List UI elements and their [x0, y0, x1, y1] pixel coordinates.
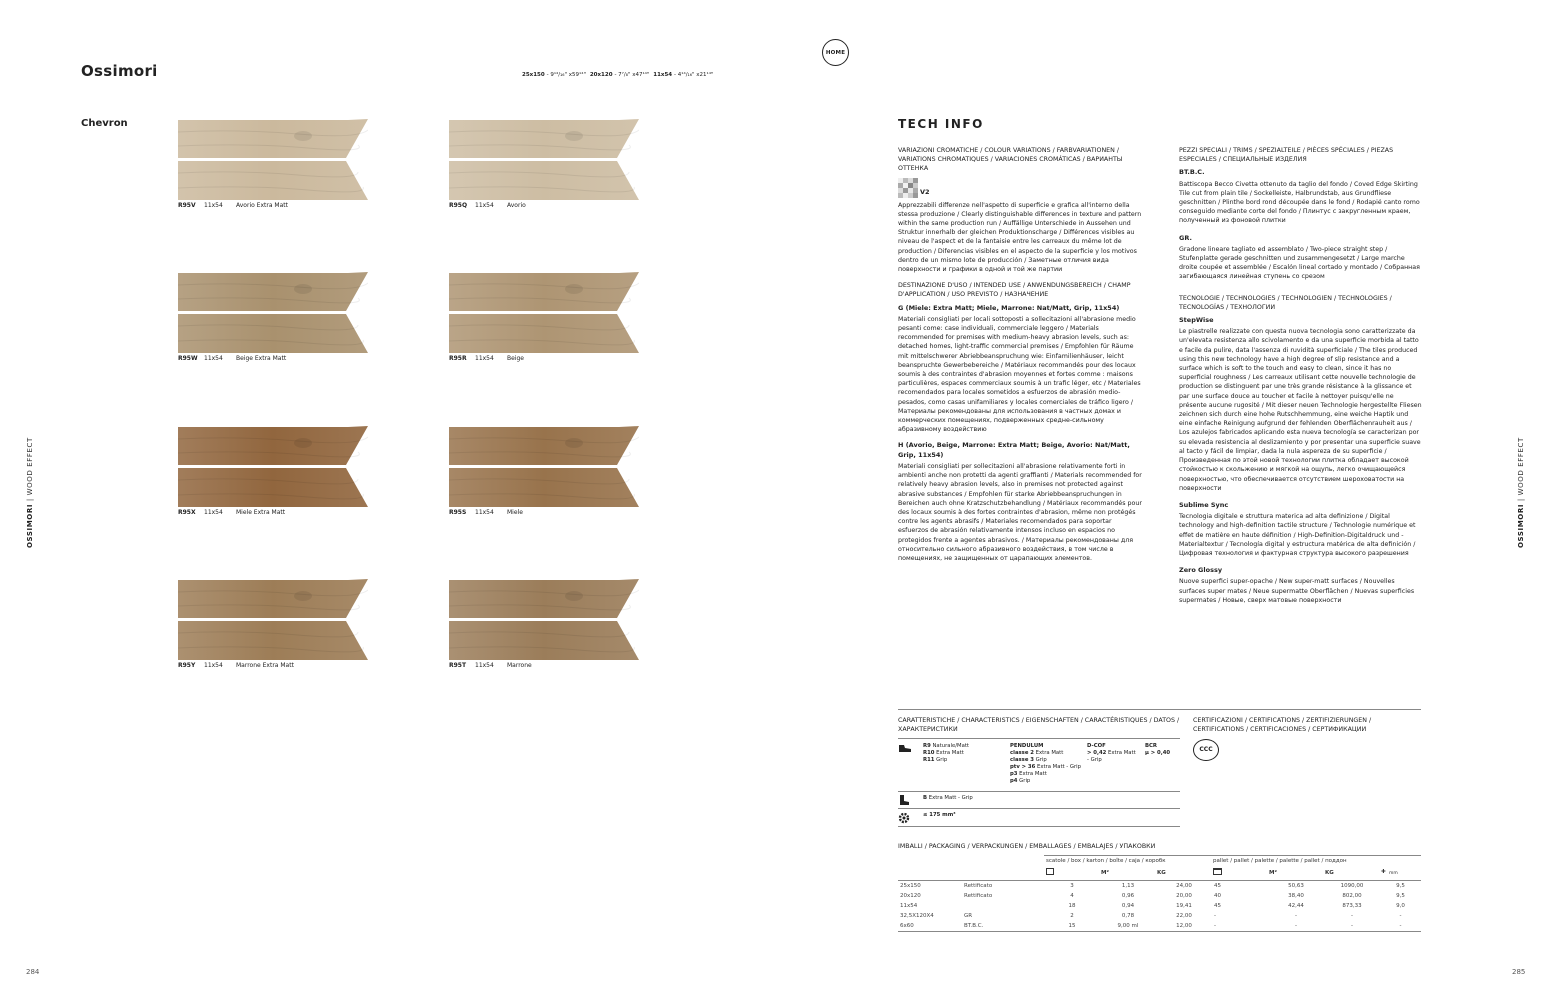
side-label-right: [1517, 437, 1525, 548]
stepwise-heading: StepWise: [1179, 316, 1214, 325]
table-cell: 20,00: [1176, 893, 1192, 899]
table-cell: 2: [1070, 913, 1074, 919]
table-cell: 32,5X120X4: [900, 913, 934, 919]
zero-glossy-heading: Zero Glossy: [1179, 566, 1223, 575]
table-cell: 1,13: [1121, 883, 1135, 889]
r10-text: Extra Matt: [936, 750, 964, 757]
dcof-text: Extra Matt: [1108, 750, 1136, 757]
table-cell: BT.B.C.: [964, 923, 984, 929]
size-2-inch: - 7⁷/₈" x47¹⁴": [614, 72, 650, 78]
table-row: [898, 881, 1421, 891]
use-h-heading: H (Avorio, Beige, Marrone: Extra Matt; Beige, Avorio: Nat/Matt, Grip, 11x54): [898, 441, 1130, 459]
table-cell: [962, 901, 1044, 911]
tile-size: 11x54: [204, 662, 223, 669]
table-cell: -: [1295, 923, 1297, 929]
tile-code: R95Y: [178, 662, 196, 669]
divider: [898, 931, 1421, 932]
size-1-inch: - 9¹⁴/₁₆" x59¹⁴": [546, 72, 586, 78]
side-label-left: [26, 437, 34, 548]
table-cell: 20x120: [900, 893, 921, 899]
box-kg-label: KG: [1157, 870, 1166, 876]
swatch-cell: [913, 193, 918, 198]
table-cell: 9,00 ml: [1117, 923, 1139, 929]
b-row: [898, 792, 1180, 808]
variations-heading: VARIAZIONI CROMATICHE / COLOUR VARIATIONS / FARBVARIATIONEN / VARIATIONS CHROMATIQUES / VARIACIONES CROMÁTICAS / ВАРИАНТЫ ОТТЕНКА: [898, 147, 1123, 173]
box-heading: scatole / box / karton / boîte / caja / коробк: [1046, 858, 1166, 864]
tile-code: R95S: [449, 509, 467, 516]
side-label-rest: | WOOD EFFECT: [26, 437, 34, 504]
tile-caption: [449, 355, 639, 362]
sublime-text: Tecnologia digitale e struttura materica ad alta definizione / Digital technology and high-definition tactile structure / Technologie numérique et effet de matière en haute définition / High-Definition-Digitaldruck und -Materialtextur / Tecnología digital y estructura matérica de alta definición / Цифровая технология и фактурная структура высокого разрешения: [1179, 513, 1416, 557]
gr-heading: GR.: [1179, 233, 1192, 242]
tile-caption: [178, 355, 368, 362]
tile-card: [449, 271, 639, 362]
boot-icon: [898, 795, 923, 808]
table-cell: GR: [964, 913, 973, 919]
ptv-label: ptv > 36: [1010, 764, 1036, 771]
table-cell: 45: [1214, 883, 1221, 889]
b-label: B: [923, 795, 928, 802]
table-row: [898, 891, 1421, 901]
r9-text: Naturale/Matt: [932, 743, 970, 750]
tile-name: Avorio Extra Matt: [236, 202, 288, 209]
dcof-label: D-COF: [1087, 743, 1106, 750]
tile-name: Marrone: [507, 662, 532, 669]
table-cell: 3: [1070, 883, 1074, 889]
table-cell: 9,5: [1396, 893, 1405, 899]
pallet-icon: [1213, 868, 1222, 875]
classe3-text: Grip: [1035, 757, 1047, 764]
tile-caption: [178, 509, 368, 516]
dcof-text-2: - Grip: [1087, 757, 1102, 764]
ccc-logo-icon: CCC: [1193, 739, 1219, 761]
use-g-heading: G (Miele: Extra Matt; Miele, Marrone: Nat/Matt, Grip, 11x54): [898, 303, 1120, 312]
use-heading: DESTINAZIONE D'USO / INTENDED USE / ANWENDUNGSBEREICH / CHAMP D'APPLICATION / USO PREVISTO / НАЗНАЧЕНИЕ: [898, 282, 1131, 299]
table-cell: 6x60: [900, 923, 914, 929]
tile-caption: [449, 509, 639, 516]
tile-name: Beige: [507, 355, 524, 362]
p3-label: p3: [1010, 771, 1018, 778]
btbc-heading: BT.B.C.: [1179, 168, 1205, 177]
use-h-text: Materiali consigliati per sollecitazioni all'abrasione relativamente forti in ambienti anche non protetti da agenti graffianti / Materials recommended for relatively heavy abrasion levels, also in premises not protected against abrasive substances / Empfohlen für starke Abriebbeanspruchungen in Bereichen auch ohne Kratzschutzbehandlung / Matériaux recommandés pour des locaux soumis à des fortes contraintes d'abrasion, même non protégés contre les agents abrasifs / Materiales recomendados para soportar esfuerzos de abrasión relativamente intensos incluso en espacios no protegidos frente a agentes abrasivos. / Материалы рекомендованы для относительно сильного абразивного воздействия, в том числе в помещениях, не защищенных от царапающих элементов.: [898, 462, 1142, 562]
classe2-text: Extra Matt: [1035, 750, 1064, 757]
technologies-heading: TECNOLOGIE / TECHNOLOGIES / TECHNOLOGIEN / TECHNOLOGIES / TECNOLOGÍAS / ТЕХНОЛОГИИ: [1179, 294, 1392, 311]
thickness-icon: ✚: [1381, 869, 1386, 875]
table-cell: 45: [1214, 903, 1221, 909]
side-label-bold: OSSIMORI: [26, 503, 34, 548]
tile-caption: [449, 202, 639, 209]
tile-size: 11x54: [204, 202, 223, 209]
dcof-value: > 0,42: [1087, 750, 1107, 757]
tile-caption: [178, 662, 368, 669]
table-cell: -: [1351, 913, 1353, 919]
table-cell: -: [1214, 923, 1216, 929]
tile-code: R95W: [178, 355, 198, 362]
chevron-tile-image: [449, 425, 639, 509]
table-row: [898, 911, 1421, 921]
tile-card: [449, 425, 639, 516]
v2-row: [898, 178, 1142, 198]
chevron-tile-image: [178, 578, 368, 662]
table-cell: -: [1399, 923, 1402, 929]
chevron-tile-image: [178, 118, 368, 202]
size-list: [522, 72, 713, 78]
gr-text: Gradone lineare tagliato ed assemblato / Two-piece straight step / Stufenplatte gerade geschnitten und zusammengesetzt / Large marche droite coupée et assemblée / Escalón lineal cortado y montado / Собранная загибающаяся линейная ступень со срезом: [1179, 245, 1420, 281]
page-title: Ossimori: [81, 62, 158, 80]
thickness-unit: mm: [1389, 871, 1398, 876]
classe2-label: classe 2: [1010, 750, 1034, 757]
tile-name: Miele Extra Matt: [236, 509, 286, 516]
packaging-header: [898, 856, 1421, 880]
gear-icon: [898, 812, 923, 826]
pendulum-label: PENDULUM: [1010, 743, 1044, 750]
zero-glossy-text: Nuove superfici super-opache / New super-matt surfaces / Nouvelles surfaces super mates / Neue supermatte Oberflächen / Nuevas superficies supermates / Новые, сверх матовые поверхности: [1179, 578, 1415, 604]
tech-column-left: [898, 146, 1142, 570]
side-label-rest: | WOOD EFFECT: [1517, 437, 1525, 504]
tile-name: Beige Extra Matt: [236, 355, 287, 362]
box-icon: [1046, 868, 1054, 875]
table-cell: Rettificato: [964, 893, 993, 899]
certifications-block: [1193, 717, 1421, 761]
tile-card: [178, 578, 368, 669]
page-number-left: 284: [26, 968, 40, 976]
table-row: [898, 921, 1421, 931]
tech-info-heading: TECH INFO: [898, 117, 984, 131]
table-row: [898, 901, 1421, 911]
tile-size: 11x54: [475, 202, 494, 209]
chevron-tile-image: [449, 578, 639, 662]
tile-size: 11x54: [475, 662, 494, 669]
tile-size: 11x54: [475, 509, 494, 516]
stepwise-text: Le piastrelle realizzate con questa nuova tecnologia sono caratterizzate da un'elevata resistenza allo scivolamento e da una superficie morbida al tatto e facile da pulire, data l'assenza di ruvidità superficiale / The tiles produced using this new technology have a high degree of slip resistance and a surface which is soft to the touch and easy to clean, since it has no superficial roughness / Les carreaux utilisant cette nouvelle technologie de production se distinguent par une très grande résistance à la glissance et par une surface douce au toucher et facile à nettoyer puisqu'elle ne présente aucune rugosité / Mit dieser neuen Technologie hergestellte Fliesen zeichnen sich durch eine hohe Rutschhemmung, eine weiche Haptik und eine einfache Reinigung aufgrund der fehlenden Oberflächenrauheit aus / Los azulejos fabricados aplicando esta nueva tecnología se caracterizan por su elevada resistencia al deslizamiento y por presentar una superficie suave al tacto y fácil de limpiar, dada la nula aspereza de su superficie / Произведенная по этой новой технологии плитка обладает высокой стойкостью к скольжению и мягкой на ощупь, легко очищающейся поверхностью, что обеспечивается отсутствием шероховатости на поверхности: [1179, 328, 1422, 492]
table-cell: 9,5: [1396, 883, 1405, 889]
tile-card: [449, 578, 639, 669]
packaging-heading: IMBALLI / PACKAGING / VERPACKUNGEN / EMBALLAGES / EMBALAJES / УПАКОВКИ: [898, 843, 1156, 850]
tile-caption: [178, 202, 368, 209]
pallet-kg-label: KG: [1325, 870, 1334, 876]
chevron-tile-image: [449, 271, 639, 355]
dcof-values: [1087, 743, 1145, 791]
pallet-m2-label: M²: [1269, 870, 1277, 876]
table-cell: 50,63: [1288, 883, 1304, 889]
table-cell: -: [1351, 923, 1353, 929]
table-cell: 38,40: [1288, 893, 1304, 899]
b-text: Extra Matt - Grip: [928, 795, 973, 802]
table-cell: 1090,00: [1340, 883, 1364, 889]
table-cell: 11x54: [900, 903, 918, 909]
abrasion-row: [898, 809, 1180, 826]
table-cell: 802,00: [1342, 893, 1362, 899]
bcr-label: BCR: [1145, 743, 1158, 750]
trims-heading: PEZZI SPECIALI / TRIMS / SPEZIALTEILE / PIÈCES SPÉCIALES / PIEZAS ESPECIALES / СПЕЦИАЛЬНЫЕ ИЗДЕЛИЯ: [1179, 147, 1394, 164]
size-2: 20x120: [589, 72, 613, 78]
r11-text: Grip: [936, 757, 948, 764]
table-cell: 18: [1068, 903, 1076, 909]
tile-size: 11x54: [204, 355, 223, 362]
bcr-value: µ > 0,40: [1145, 750, 1171, 757]
page-number-right: 285: [1512, 968, 1526, 976]
size-3: 11x54: [653, 72, 673, 78]
tile-size: 11x54: [204, 509, 223, 516]
size-1: 25x150: [522, 72, 545, 78]
chevron-tile-image: [178, 271, 368, 355]
use-g-text: Materiali consigliati per locali sottoposti a sollecitazioni all'abrasione medio pesanti come: case individuali, commerciale leggero / Materials recommended for premises with medium-heavy abrasion levels, such as: detached homes, light-traffic commercial premises / Empfohlen für Räume mit mittelschwerer Abriebbeanspruchung wie: Einfamilienhäuser, leicht beanspruchte Gewerbebereiche / Matériaux recommandés pour des locaux soumis à des contraintes d'abrasion moyennes et fortes comme : maisons particulières, espaces commerciaux soumis à un trafic léger, etc / Materiales recomendados para locales sometidos a esfuerzos de abrasión medio-pesados, como casas unifamiliares y locales comerciales de tráfico ligero / Материалы рекомендованы для использования в частных домах и коммерческих помещениях, подверженных средне-сильному абразивному воздействию: [898, 315, 1141, 434]
chevron-tile-image: [178, 425, 368, 509]
table-cell: 15: [1068, 923, 1076, 929]
table-cell: Rettificato: [964, 883, 993, 889]
tile-name: Avorio: [507, 202, 526, 209]
table-cell: 24,00: [1176, 883, 1192, 889]
table-cell: -: [1295, 913, 1297, 919]
tile-name: Marrone Extra Matt: [236, 662, 294, 669]
btbc-text: Battiscopa Becco Civetta ottenuto da taglio del fondo / Coved Edge Skirting Tile cut from plain tile / Sockelleiste, Halbrundstab, aus Grundfliese geschnitten / Plinthe bord rond découpée dans le fond / Rodapié canto romo conseguido mediante corte del fondo / Плинтус с закругленным краем, полученный из фоновой плитки: [1179, 180, 1420, 225]
table-cell: 40: [1214, 893, 1221, 899]
pendulum-values: [1010, 743, 1087, 791]
box-m2-label: M²: [1101, 870, 1109, 876]
tech-column-right: [1179, 146, 1423, 612]
table-cell: 25x150: [900, 883, 921, 889]
tile-code: R95X: [178, 509, 196, 516]
home-button[interactable]: HOME: [822, 39, 849, 66]
divider: [898, 709, 1421, 710]
certifications-heading: CERTIFICAZIONI / CERTIFICATIONS / ZERTIFIZIERUNGEN / CERTIFICATIONS / CERTIFICACIONES / СЕРТИФИКАЦИИ: [1193, 717, 1372, 733]
tile-card: [178, 118, 368, 209]
table-cell: 0,78: [1121, 913, 1135, 919]
size-3-inch: - 4¹⁴/₁₆" x21¹⁴": [674, 72, 714, 78]
tile-code: R95R: [449, 355, 467, 362]
p4-label: p4: [1010, 778, 1018, 785]
pallet-heading: pallet / pallet / palette / palette / pallet / поддон: [1213, 858, 1347, 864]
slip-row: [898, 739, 1180, 791]
variation-swatch-icon: [898, 178, 918, 198]
tile-code: R95V: [178, 202, 196, 209]
v2-text: Apprezzabili differenze nell'aspetto di superficie e grafica all'interno della stessa produzione / Clearly distinguishable differences in texture and pattern within the same production run / Auffällige Unterschiede in Aussehen und Struktur innerhalb der gleichen Produktionscharge / Différences visibles au niveau de l'aspect et de la fantaisie entre les carreaux du même lot de production / Diferencias visibles en el aspecto de la superficie y los motivos dentro de un mismo lote de producción / Заметные отличия вида поверхности и графики в одной и той же партии: [898, 201, 1142, 274]
table-cell: 19,41: [1176, 903, 1192, 909]
table-cell: 873,33: [1342, 903, 1362, 909]
table-cell: 4: [1070, 893, 1074, 899]
table-cell: 0,96: [1121, 893, 1135, 899]
p4-text: Grip: [1019, 778, 1031, 785]
r10-label: R10: [923, 750, 935, 757]
table-cell: 22,00: [1176, 913, 1192, 919]
table-cell: -: [1214, 913, 1216, 919]
v2-label: V2: [920, 188, 930, 197]
bcr-values: [1145, 743, 1180, 791]
sublime-heading: Sublime Sync: [1179, 500, 1229, 509]
packaging-table: [898, 881, 1421, 931]
characteristics-heading: CARATTERISTICHE / CHARACTERISTICS / EIGENSCHAFTEN / CARACTÉRISTIQUES / DATOS / ХАРАКТЕРИСТИКИ: [898, 717, 1180, 733]
abrasion-value: ≤ 175 mm³: [923, 812, 956, 819]
tile-code: R95Q: [449, 202, 468, 209]
p3-text: Extra Matt: [1019, 771, 1047, 778]
table-cell: -: [1399, 913, 1402, 919]
tile-caption: [449, 662, 639, 669]
tile-name: Miele: [507, 509, 523, 516]
shoe-icon: [898, 743, 923, 791]
table-cell: 12,00: [1176, 923, 1192, 929]
table-cell: 0,94: [1121, 903, 1135, 909]
tile-card: [449, 118, 639, 209]
r9-label: R9: [923, 743, 931, 750]
r11-label: R11: [923, 757, 935, 764]
r-values: [923, 743, 1010, 791]
tile-size: 11x54: [475, 355, 494, 362]
tile-card: [178, 425, 368, 516]
divider: [898, 826, 1180, 827]
classe3-label: classe 3: [1010, 757, 1034, 764]
section-title: Chevron: [81, 118, 128, 129]
characteristics-block: [898, 717, 1180, 827]
table-cell: 42,44: [1288, 903, 1304, 909]
packaging-block: [898, 843, 1421, 932]
chevron-tile-image: [449, 118, 639, 202]
ptv-text: Extra Matt - Grip: [1036, 764, 1081, 771]
side-label-bold: OSSIMORI: [1517, 503, 1525, 548]
tile-card: [178, 271, 368, 362]
tile-code: R95T: [449, 662, 467, 669]
table-cell: 9,0: [1396, 903, 1405, 909]
